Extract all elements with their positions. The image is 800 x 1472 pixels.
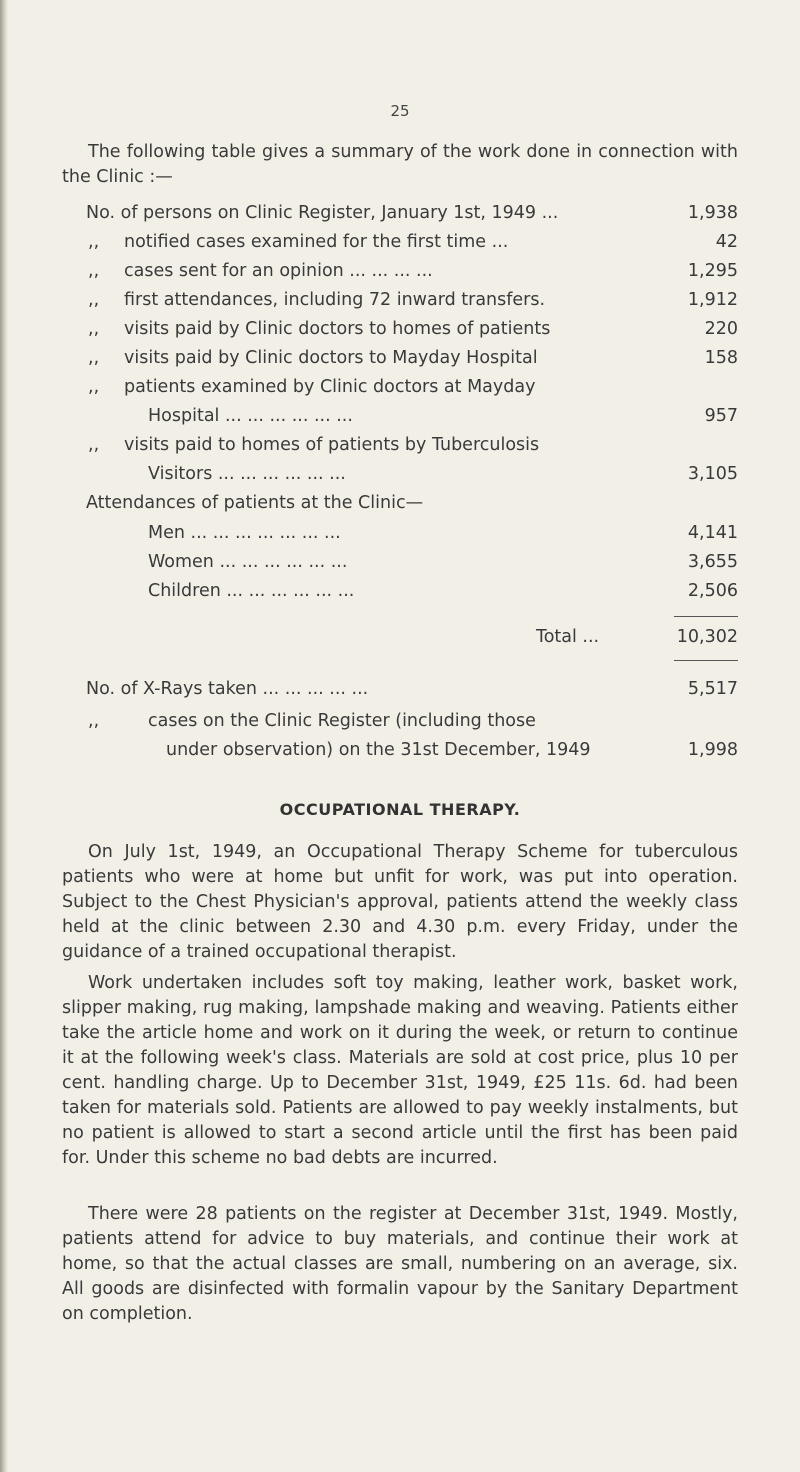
summary-row-continuation (60, 461, 740, 487)
ditto-mark: ,, (88, 261, 100, 281)
total-rule-bottom (674, 660, 738, 661)
row-label: Women ... ... ... ... ... ... (148, 552, 348, 572)
attendances-heading (60, 490, 740, 516)
row-label-continuation: Hospital ... ... ... ... ... ... (148, 406, 353, 426)
row-value: 3,655 (687, 552, 738, 572)
summary-row (60, 345, 740, 371)
row-value: 4,141 (687, 523, 738, 543)
total-label: Total ... (536, 627, 600, 647)
xray-row-continuation (60, 737, 740, 763)
row-value: 42 (715, 232, 738, 252)
ditto-mark: ,, (88, 377, 100, 397)
paragraph-scheme: On July 1st, 1949, an Occupational Therapy Scheme for tuberculous patients who were at home but unfit for work, was put into operation. Subject to the Chest Physician's approval, patients attend the weekly class held at the clinic between 2.30 and 4.30 p.m. every Friday, under the guidance of a trained occupational therapist. (62, 842, 738, 962)
summary-row (60, 229, 740, 255)
intro-paragraph: The following table gives a summary of the work done in connection with the Clinic :— (62, 142, 738, 187)
summary-row (60, 287, 740, 313)
row-value: 5,517 (687, 679, 738, 699)
row-label: No. of persons on Clinic Register, January 1st, 1949 ... (86, 203, 559, 223)
attendances-heading-label: Attendances of patients at the Clinic— (86, 493, 424, 513)
total-row (60, 624, 740, 650)
section-heading: OCCUPATIONAL THERAPY. (279, 800, 521, 819)
summary-row-continuation (60, 403, 740, 429)
ditto-mark: ,, (88, 348, 100, 368)
paragraph-work: Work undertaken includes soft toy making, leather work, basket work, slipper making, rug making, lampshade making and weaving. Patients either take the article home and work on it during the week, or return to continue it at the following week's class. Materials are sold at cost price, plus 10 per cent. handling charge. Up to December 31st, 1949, £25 11s. 6d. had been taken for materials sold. Patients are allowed to pay weekly instalments, but no patient is allowed to start a second article until the first has been paid for. Under this scheme no bad debts are incurred. (62, 973, 738, 1168)
summary-row (60, 432, 740, 458)
row-value: 158 (704, 348, 738, 368)
xray-row (60, 676, 740, 702)
summary-row (60, 374, 740, 400)
summary-row (60, 258, 740, 284)
summary-row (60, 200, 740, 226)
row-label: patients examined by Clinic doctors at Mayday (124, 377, 536, 397)
row-value: 1,912 (687, 290, 738, 310)
page-edge-shadow (0, 0, 8, 1472)
page-number: 25 (390, 102, 410, 120)
row-label: notified cases examined for the first time ... (124, 232, 509, 252)
row-value: 1,295 (687, 261, 738, 281)
row-label: No. of X-Rays taken ... ... ... ... ... (86, 679, 369, 699)
ditto-mark: ,, (88, 232, 100, 252)
row-label-continuation: under observation) on the 31st December, 1949 (166, 740, 591, 760)
row-label: cases sent for an opinion ... ... ... ... (124, 261, 433, 281)
ditto-mark: ,, (88, 290, 100, 310)
attendance-row (60, 549, 740, 575)
row-value: 1,998 (687, 740, 738, 760)
total-value: 10,302 (676, 627, 738, 647)
attendance-row (60, 520, 740, 546)
row-label: visits paid to homes of patients by Tuberculosis (124, 435, 540, 455)
row-value: 220 (704, 319, 738, 339)
row-label-continuation: Visitors ... ... ... ... ... ... (148, 464, 346, 484)
row-label: first attendances, including 72 inward transfers. (124, 290, 546, 310)
row-label: Children ... ... ... ... ... ... (148, 581, 355, 601)
row-label: Men ... ... ... ... ... ... ... (148, 523, 341, 543)
summary-row (60, 316, 740, 342)
ditto-mark: ,, (88, 711, 100, 731)
row-value: 2,506 (687, 581, 738, 601)
total-rule-top (674, 616, 738, 617)
row-value: 957 (704, 406, 738, 426)
row-value: 3,105 (687, 464, 738, 484)
row-value: 1,938 (687, 203, 738, 223)
row-label: visits paid by Clinic doctors to Mayday Hospital (124, 348, 538, 368)
ditto-mark: ,, (88, 435, 100, 455)
ditto-mark: ,, (88, 319, 100, 339)
paragraph-register: There were 28 patients on the register at December 31st, 1949. Mostly, patients attend for advice to buy materials, and continue their work at home, so that the actual classes are small, numbering on an average, six. All goods are disinfected with formalin vapour by the Sanitary Department on completion. (62, 1204, 738, 1324)
row-label: cases on the Clinic Register (including those (148, 711, 536, 731)
row-label: visits paid by Clinic doctors to homes of patients (124, 319, 551, 339)
xray-row (60, 708, 740, 734)
attendance-row (60, 578, 740, 604)
